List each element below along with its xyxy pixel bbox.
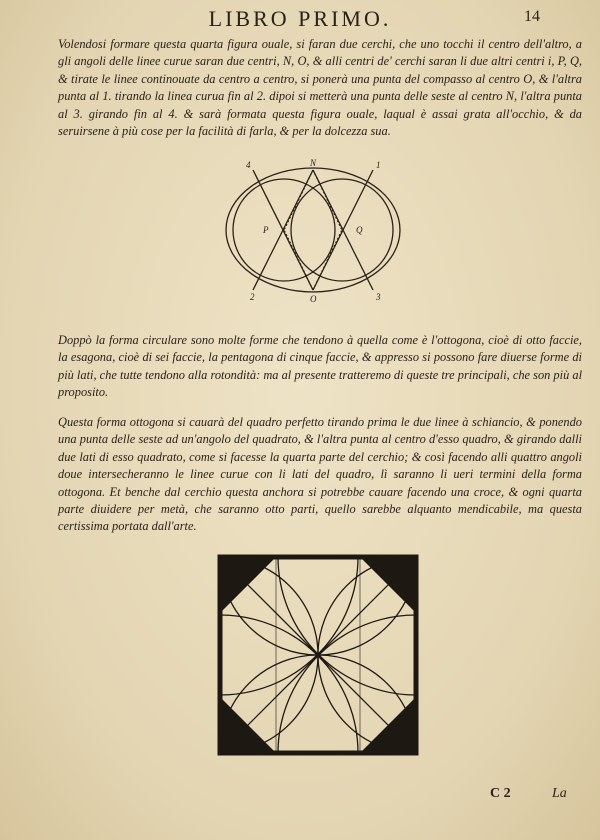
page-number: 14 [524,8,540,25]
catchword: La [552,786,567,801]
label-bottom-center: O [310,294,317,304]
construction-circle-left [233,179,335,281]
construction-circle-right [291,179,393,281]
octagon-figure [212,552,422,762]
label-bottom-left: 2 [250,292,255,302]
signature-mark: C 2 [490,786,511,801]
label-top-center: N [310,158,317,168]
running-head: LIBRO PRIMO. [208,6,392,31]
label-bottom-right: 3 [376,292,381,302]
paragraph-polygons: Doppò la forma circulare sono molte forme che tendono à quella come è l'ottogona, cioè di otto faccie, la esagona, cioè di sei faccie, la pentagona di cinque faccie, & appresso si possono fare diuerse forme di più lati, che tutte tendono alla rotondità: ma al presente tratteremo di queste tre principali, che son più al proposito. [58,333,583,400]
oval-outline [226,168,400,292]
label-top-left: 4 [246,160,251,170]
paragraph-octagon: Questa forma ottogona si cauarà del quadro perfetto tirando prima le due linee à schiancio, & ponendo una punta delle seste ad un'angolo del quadrato, & l'altra punta al centro d'esso quadro, & girando dalli due lati di esso quadrato, come si facesse la quarta parte del cerchio; & così facendo alli quattro angoli doue intersecheranno le linee curue con li lati del quadro, lì saranno li ueri termini della forma ottogona. Et benche dal cerchio questa anchora si potrebbe cauare facendo una croce, & ogni quarta parte diuidere per metà, che saranno otto parti, quello sarebbe alquanto mendicabile, ma questa certissima portata dall'arte. [58,415,582,534]
label-right-center: Q [356,225,363,235]
label-left-center: P [263,225,269,235]
paragraph-oval: Volendosi formare questa quarta figura ouale, si faran due cerchi, che uno tocchi il centro dell'altro, a gli angoli delle linee curue saran due centri, N, O, & alli centri de' cerchi saran li due altri centri i, P, Q, & tirate le linee continouate da centro a centro, si ponerà una punta del compasso al centro O, & l'altra punta al 1. tirando la linea curua fin al 2. dipoi si metterà una punta delle seste al centro N, l'altra punta al 3. girando fin al 4. & sarà formata questa figura ouale, laqual è assai grata all'occhio, & da seruirsene à più cose per la facilità di farla, & per la dolcezza sua. [58,37,582,139]
label-top-right: 1 [376,160,381,170]
oval-figure [218,155,408,305]
